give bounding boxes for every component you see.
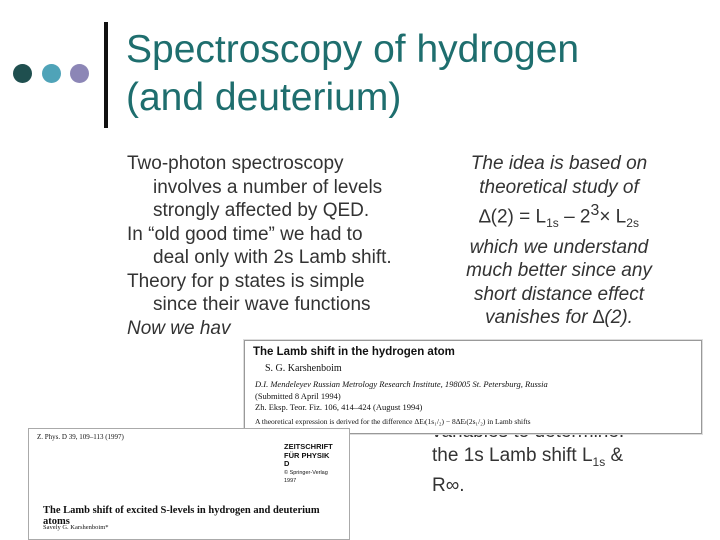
paper-abstract: A theoretical expression is derived for the difference ΔEₗ(1s₁/₂) − 8ΔEₗ(2s₁/₂) in Lamb shifts xyxy=(255,417,531,426)
right-line-7: vanishes for ∆(2). xyxy=(485,307,633,329)
right-line-2: theoretical study of xyxy=(479,176,639,198)
logo-line-1: ZEITSCHRIFT xyxy=(284,442,333,451)
right-line-1: The idea is based on xyxy=(470,153,648,174)
paper-reference: Z. Phys. D 39, 109–113 (1997) xyxy=(37,433,124,441)
paper-snippet-jetp xyxy=(244,340,702,434)
right-line-5: much better since any xyxy=(466,260,652,282)
tail-line-2b: & xyxy=(605,444,624,466)
journal-logo xyxy=(284,443,332,485)
paper-title: The Lamb shift in the hydrogen atom xyxy=(253,346,455,358)
slide-title xyxy=(126,26,706,122)
formula-part-b: – 2 xyxy=(558,206,591,228)
left-paragraph-3: Theory for p states is simple since their wave functions xyxy=(127,270,371,315)
bullet-dot-teal xyxy=(42,64,61,83)
logo-line-2: FÜR PHYSIK D xyxy=(284,450,330,468)
tail-line-3: R∞. xyxy=(432,474,465,496)
paper-journal: Zh. Eksp. Teor. Fiz. 106, 414–424 (August 1994) xyxy=(255,402,423,412)
delta-formula xyxy=(404,199,714,236)
tail-line-2a: the 1s Lamb shift L xyxy=(432,444,593,466)
bullet-dot-purple xyxy=(70,64,89,83)
left-paragraph-1: Two-photon spectroscopy involves a number of levels strongly affected by QED. xyxy=(127,153,383,221)
paper-snippet-zphys xyxy=(28,428,350,540)
right-column xyxy=(404,152,714,330)
tail-line-2 xyxy=(432,444,692,474)
left-paragraph-2: In “old good time” we had to deal only with 2s Lamb shift. xyxy=(127,223,392,268)
left-paragraph-4: Now we hav xyxy=(127,317,231,339)
formula-part-a: ∆(2) = L xyxy=(479,206,547,228)
bullet-dot-dark xyxy=(13,64,32,83)
right-line-4: which we understand xyxy=(469,236,649,258)
tail-sub: 1s xyxy=(592,454,606,469)
right-line-6: short distance effect xyxy=(473,283,645,305)
title-divider xyxy=(104,22,108,128)
paper-affiliation: D.I. Mendeleyev Russian Metrology Research Institute, 198005 St. Petersburg, Russia xyxy=(255,379,548,389)
paper-author: Savely G. Karshenboim* xyxy=(43,524,109,531)
formula-sup: 3 xyxy=(590,202,600,219)
formula-part-c: × L xyxy=(599,206,627,228)
title-line-1: Spectroscopy of hydrogen xyxy=(126,28,580,71)
paper-title: The Lamb shift of excited S-levels in hydrogen and deuterium atoms xyxy=(43,505,320,527)
paper-submitted: (Submitted 8 April 1994) xyxy=(255,391,341,401)
logo-line-3: © Springer-Verlag 1997 xyxy=(284,469,328,484)
left-column xyxy=(127,152,392,340)
formula-sub-1: 1s xyxy=(546,216,559,231)
paper-author: S. G. Karshenboim xyxy=(265,363,342,374)
formula-sub-2: 2s xyxy=(626,216,639,231)
title-line-2: (and deuterium) xyxy=(126,76,402,119)
